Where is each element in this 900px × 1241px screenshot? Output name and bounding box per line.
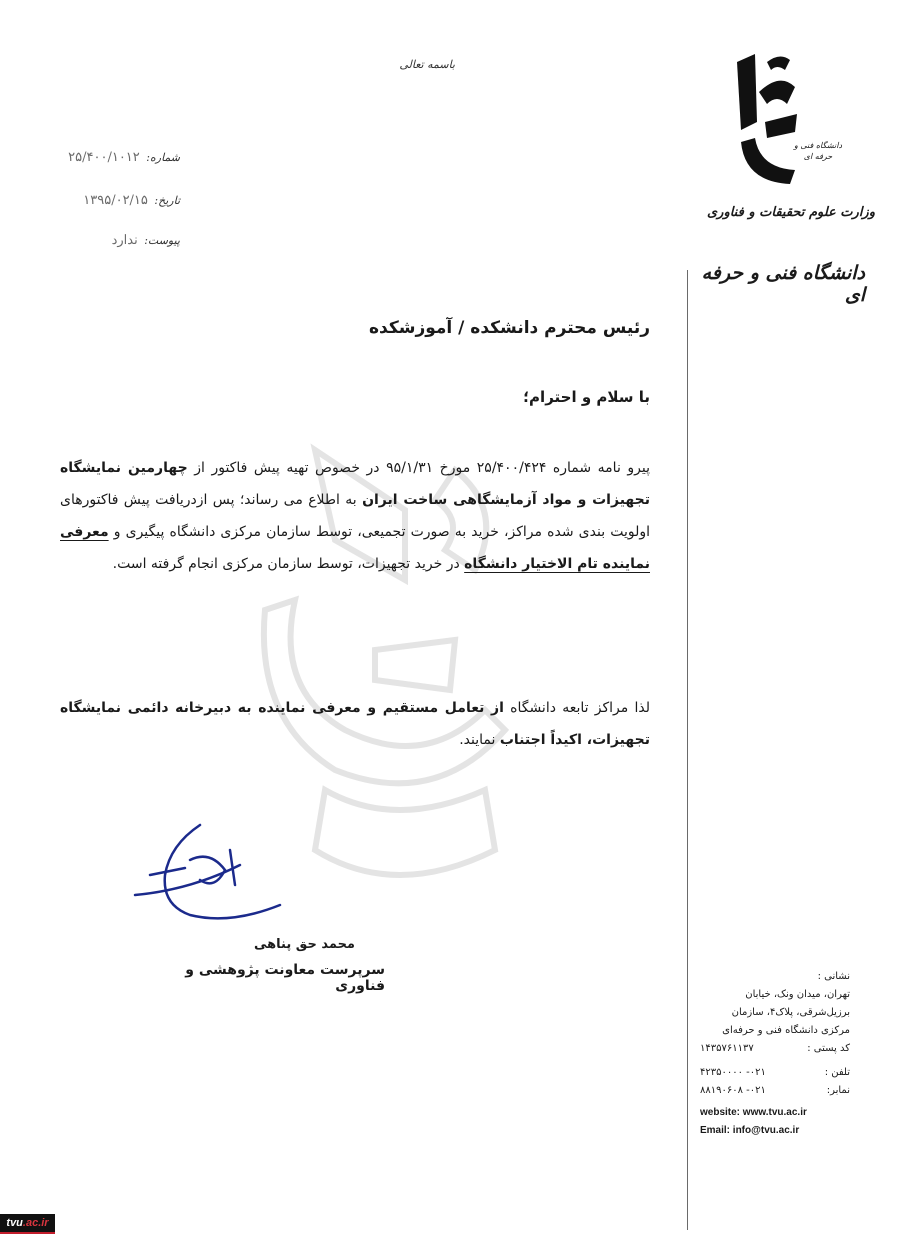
p2-text-a: لذا مراکز تابعه دانشگاه bbox=[503, 700, 650, 716]
email-link[interactable]: Email: info@tvu.ac.ir bbox=[700, 1125, 800, 1136]
p1-text-e: در خرید تجهیزات، توسط سازمان مرکزی انجام گرفته است. bbox=[112, 556, 465, 572]
p2-text-c: نمایند. bbox=[459, 732, 500, 748]
attachment-value: ندارد bbox=[111, 233, 138, 248]
date-label: تاریخ: bbox=[154, 194, 180, 207]
p1-text-a: پیرو نامه شماره ۲۵/۴۰۰/۴۲۴ مورخ ۹۵/۱/۳۱ در خصوص تهیه پیش فاکتور از bbox=[187, 460, 651, 476]
letter-attachment bbox=[20, 233, 180, 248]
university-logo-icon bbox=[735, 52, 805, 192]
phone-value: ۰۲۱- ۴۲۳۵۰۰۰۰ bbox=[700, 1067, 766, 1078]
letter-number bbox=[20, 150, 180, 165]
postal-value: ۱۴۳۵۷۶۱۱۳۷ bbox=[700, 1043, 754, 1054]
postal-row bbox=[700, 1040, 850, 1058]
address-line-1: تهران، میدان ونک، خیابان bbox=[745, 989, 850, 1000]
recipient-line: رئیس محترم دانشکده / آموزشکده bbox=[368, 318, 650, 338]
besmele: باسمه تعالی bbox=[399, 58, 455, 71]
signature-icon bbox=[130, 820, 290, 935]
address-label: نشانی : bbox=[817, 971, 850, 982]
body-paragraph-2 bbox=[60, 692, 650, 756]
signer-name: محمد حق پناهی bbox=[253, 937, 355, 952]
p1-underlined-representative: معرفی نماینده تام الاختیار دانشگاه bbox=[60, 524, 650, 572]
badge-prefix: tvu bbox=[6, 1217, 23, 1229]
p2-bold-instruction: از تعامل مستقیم و معرفی نماینده به دبیرخانه دائمی نمایشگاه تجهیزات، اکیداً اجتناب bbox=[60, 700, 650, 748]
ministry-name: وزارت علوم تحقیقات و فناوری bbox=[706, 205, 875, 220]
attachment-label: پیوست: bbox=[144, 234, 180, 247]
signer-title: سرپرست معاونت پژوهشی و فناوری bbox=[185, 962, 385, 994]
body-paragraph-1 bbox=[60, 452, 650, 580]
date-value: ۱۳۹۵/۰۲/۱۵ bbox=[83, 193, 148, 208]
badge-suffix: .ac.ir bbox=[22, 1217, 49, 1229]
fax-value: ۰۲۱- ۸۸۱۹۰۶۰۸ bbox=[700, 1085, 766, 1096]
university-name: دانشگاه فنی و حرفه ای bbox=[701, 262, 865, 306]
number-label: شماره: bbox=[146, 151, 180, 164]
number-value: ۲۵/۴۰۰/۱۰۱۲ bbox=[68, 150, 140, 165]
fax-row bbox=[700, 1082, 850, 1100]
greeting: با سلام و احترام؛ bbox=[523, 388, 650, 406]
fax-label: نمابر: bbox=[826, 1085, 850, 1096]
phone-label: تلفن : bbox=[824, 1067, 850, 1078]
website-link[interactable]: website: www.tvu.ac.ir bbox=[700, 1107, 807, 1118]
address-block bbox=[700, 968, 850, 1140]
address-line-2: برزیل‌شرقی، پلاک۴، سازمان bbox=[731, 1007, 850, 1018]
p1-text-c: به اطلاع می رساند؛ پس ازدریافت پیش فاکتورهای اولویت بندی شده مراکز، خرید به صورت تجمیعی، توسط سازمان مرکزی دانشگاه پیگیری و bbox=[60, 492, 650, 540]
address-line-3: مرکزی دانشگاه فنی و حرفه‌ای bbox=[722, 1025, 850, 1036]
postal-label: کد پستی : bbox=[807, 1043, 850, 1054]
letter-date bbox=[20, 193, 180, 208]
vertical-divider bbox=[687, 270, 688, 1230]
site-badge bbox=[0, 1214, 55, 1234]
logo-caption: دانشگاه فنی و حرفه ای bbox=[793, 141, 843, 161]
p1-bold-exhibition: چهارمین نمایشگاه تجهیزات و مواد آزمایشگاهی ساخت ایران bbox=[60, 460, 650, 508]
phone-row bbox=[700, 1064, 850, 1082]
